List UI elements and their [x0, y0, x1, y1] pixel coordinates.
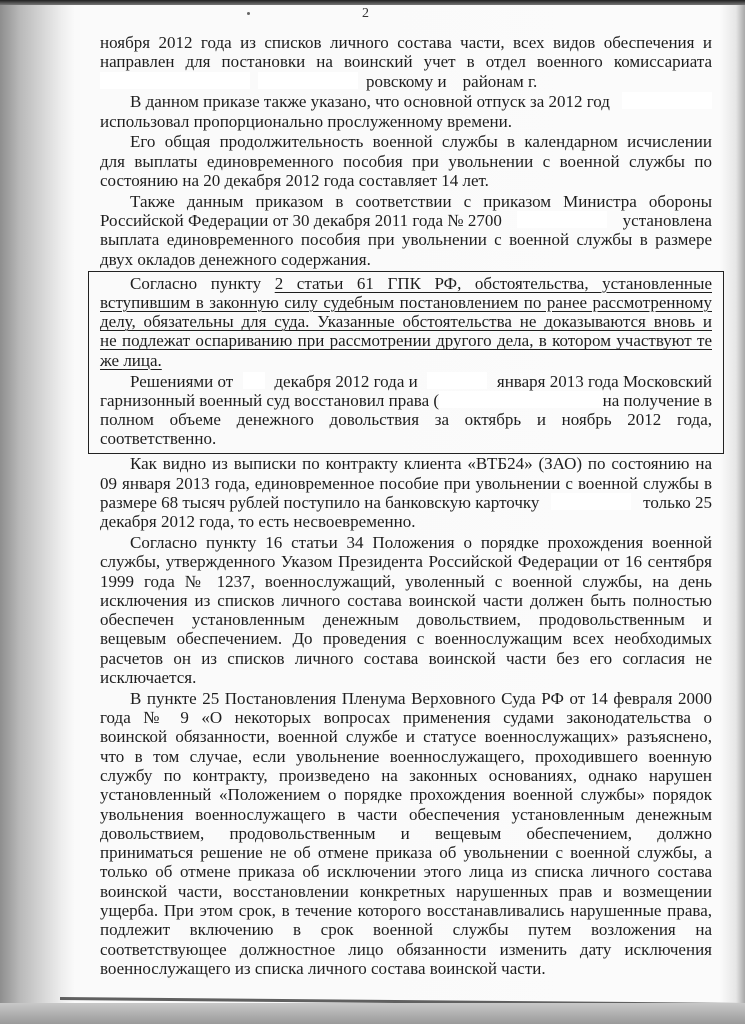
text-line [100, 766, 712, 785]
line-text: размере 68 тысяч рублей поступило на банковскую карточку [100, 492, 540, 512]
line-text: ущерба. При этом срок, в течение которого восстанавливались нарушенные права, [100, 901, 712, 921]
text-line [100, 572, 712, 591]
line-text: выплата единовременного пособия при увольнении с военной службы в размере [100, 230, 712, 250]
redaction-block [517, 211, 607, 228]
text-line [100, 293, 712, 312]
scan-speck [247, 12, 250, 15]
text-line [100, 52, 712, 71]
line-text: соответственно. [100, 429, 217, 449]
text-line [100, 230, 712, 249]
line-text: воинской части, восстановлении конкретных нарушенных прав и возмещении [100, 881, 712, 901]
line-text: увольнения военнослужащего в части обеспечения установленным денежным [100, 804, 712, 824]
line-text: использовал пропорционально прослуженному времени. [100, 111, 512, 131]
line-text: же лица. [100, 350, 162, 370]
line-text: военнослужащего из списка личного состава воинской части. [100, 958, 546, 978]
scan-bottom-shadow [0, 1003, 745, 1024]
text-line [100, 727, 712, 746]
text-line [100, 493, 712, 512]
line-text: В данном приказе также указано, что основной отпуск за 2012 год [130, 92, 610, 112]
text-line [100, 629, 712, 648]
line-text: для выплаты единовременного пособия при увольнении с военной службы по [100, 151, 712, 171]
redaction-block [258, 72, 358, 89]
redaction-block [100, 72, 250, 89]
line-text: не подлежат оспариванию при рассмотрении другого дела, в котором участвуют те [100, 331, 712, 351]
text-line [100, 351, 712, 370]
text-line [100, 454, 712, 473]
line-text: направлен для постановки на воинский учет в отдел военного комиссариата [100, 52, 712, 72]
line-text: обеспечен установленным денежным довольствием, продовольственным и [100, 610, 712, 630]
text-line [100, 591, 712, 610]
text-line [100, 92, 712, 111]
text-line [100, 610, 712, 629]
line-text: января 2013 года Московский [496, 371, 712, 391]
text-line [100, 33, 712, 52]
text-line [100, 512, 712, 531]
line-text: ровскому и [366, 71, 447, 91]
line-text: вещевым обеспечением. До проведения с военнослужащим всех необходимых [100, 629, 712, 649]
text-line [100, 959, 712, 978]
paragraph [100, 454, 712, 531]
line-text: Также данным приказом в соответствии с приказом Министра обороны [130, 191, 712, 211]
line-text: ноября 2012 года из списков личного состава части, всех видов обеспечения и [100, 33, 712, 52]
text-line [100, 372, 712, 391]
line-text: службы, утвержденного Указом Президента Российской Федерации от 16 сентября [100, 552, 712, 572]
text-line [100, 708, 712, 727]
text-line [100, 410, 712, 429]
text-line [100, 862, 712, 881]
text-line [100, 882, 712, 901]
text-line [100, 192, 712, 211]
text-line [100, 747, 712, 766]
line-text: вступившим в законную силу судебным постановлением по ранее рассмотренному [100, 292, 712, 312]
line-text: полном объеме денежного довольствия за октябрь и ноябрь 2012 года, [100, 410, 712, 430]
line-text: состоянию на 20 декабря 2012 года составляет 14 лет. [100, 171, 489, 191]
line-text: года № 9 «О некоторых вопросах применения судами законодательства о [100, 708, 712, 728]
line-text: В пункте 25 Постановления Пленума Верховного Суда РФ от 14 февраля 2000 [130, 688, 712, 708]
line-text: только 25 [643, 492, 712, 512]
line-text: соответствующее должностное лицо обязанности изменить дату исключения [100, 939, 712, 959]
line-text: исключения из списков личного состава воинской части должен быть полностью [100, 590, 712, 610]
redaction-block [243, 372, 265, 389]
paragraph [100, 533, 712, 687]
underlined-text: 2 статьи 61 ГПК РФ, обстоятельства, установленные [274, 273, 712, 293]
text-line [100, 429, 712, 448]
line-text: 1999 года № 1237, военнослужащий, уволенный с военной службы, на день [100, 571, 712, 591]
page-number: 2 [362, 6, 369, 21]
line-text: 09 января 2013 года, единовременное пособие при увольнении с военной службы в [100, 473, 712, 493]
text-line [100, 171, 712, 190]
redaction-block [622, 92, 712, 109]
line-text: делу, обязательны для суда. Указанные обстоятельства не доказываются вновь и [100, 312, 712, 332]
text-line [100, 474, 712, 493]
line-text: Российской Федерации от 30 декабря 2011 года № 2700 [100, 211, 502, 231]
text-line [100, 152, 712, 171]
text-line [100, 132, 712, 151]
redaction-block [427, 372, 487, 389]
paragraph [100, 689, 712, 978]
line-text: районам г. [462, 71, 538, 91]
text-line [100, 533, 712, 552]
line-text: гарнизонный военный суд восстановил права ( [100, 390, 440, 410]
paragraph [100, 192, 712, 269]
line-text: что в том случае, если увольнение военнослужащего, проходившего военную [100, 746, 712, 766]
line-text: Как видно из выписки по контракту клиента «ВТБ24» (ЗАО) по состоянию на [130, 454, 712, 474]
document-body [100, 33, 712, 980]
text-line [100, 312, 712, 331]
line-text: установлена [622, 211, 712, 231]
paragraph [100, 274, 712, 370]
line-text: на получение в [602, 390, 712, 410]
text-line [100, 211, 712, 230]
text-line [100, 843, 712, 862]
line-text: подлежит включению в срок военной службы путем возложения на [100, 920, 712, 940]
text-line [100, 72, 712, 91]
scan-top-edge [0, 0, 745, 5]
line-text: исключается. [100, 668, 197, 687]
line-text: Решениями от [130, 371, 234, 391]
paragraph [100, 132, 712, 190]
line-text: двух окладов денежного содержания. [100, 249, 371, 269]
text-line [100, 824, 712, 843]
text-line [100, 785, 712, 804]
redaction-block [439, 391, 603, 408]
text-line [100, 274, 712, 293]
line-text: декабря 2012 года и [274, 371, 418, 391]
line-text: Согласно пункту 2 статьи 61 ГПК РФ, обстоятельства, установленные [130, 273, 712, 293]
text-line [100, 901, 712, 920]
text-line [100, 331, 712, 350]
highlighted-box [88, 271, 724, 455]
text-line [100, 940, 712, 959]
text-line [100, 250, 712, 269]
paragraph [100, 372, 712, 449]
line-text: расчетов он из списков личного состава воинской части без его согласия не [100, 648, 712, 668]
line-text: декабря 2012 года, то есть несвоевременно. [100, 512, 416, 532]
text-line [100, 689, 712, 708]
text-line [100, 668, 712, 687]
text-line [100, 552, 712, 571]
line-text: Его общая продолжительность военной службы в календарном исчислении [130, 132, 712, 152]
paragraph [100, 92, 712, 131]
line-text: установленный «Положением о порядке прохождения военной службы» порядок [100, 785, 712, 805]
line-text: службу по контракту, произведено на законных основаниях, однако нарушен [100, 765, 712, 785]
line-text: приниматься решение не об отмене приказа об увольнении с военной службы, а [100, 843, 712, 863]
line-text: довольствием, продовольственным и вещевым обеспечением, должно [100, 823, 712, 843]
line-text: только об отмене приказа об исключении этого лица из списка личного состава [100, 862, 712, 882]
line-text: воинской обязанности, военной службе и статусе военнослужащих» разъяснено, [100, 727, 712, 747]
redaction-block [551, 493, 631, 510]
text-line [100, 112, 712, 131]
text-line [100, 649, 712, 668]
text-line [100, 805, 712, 824]
paragraph [100, 33, 712, 91]
line-text: Согласно пункту 16 статьи 34 Положения о порядке прохождения военной [130, 532, 712, 552]
text-line [100, 920, 712, 939]
text-line [100, 391, 712, 410]
